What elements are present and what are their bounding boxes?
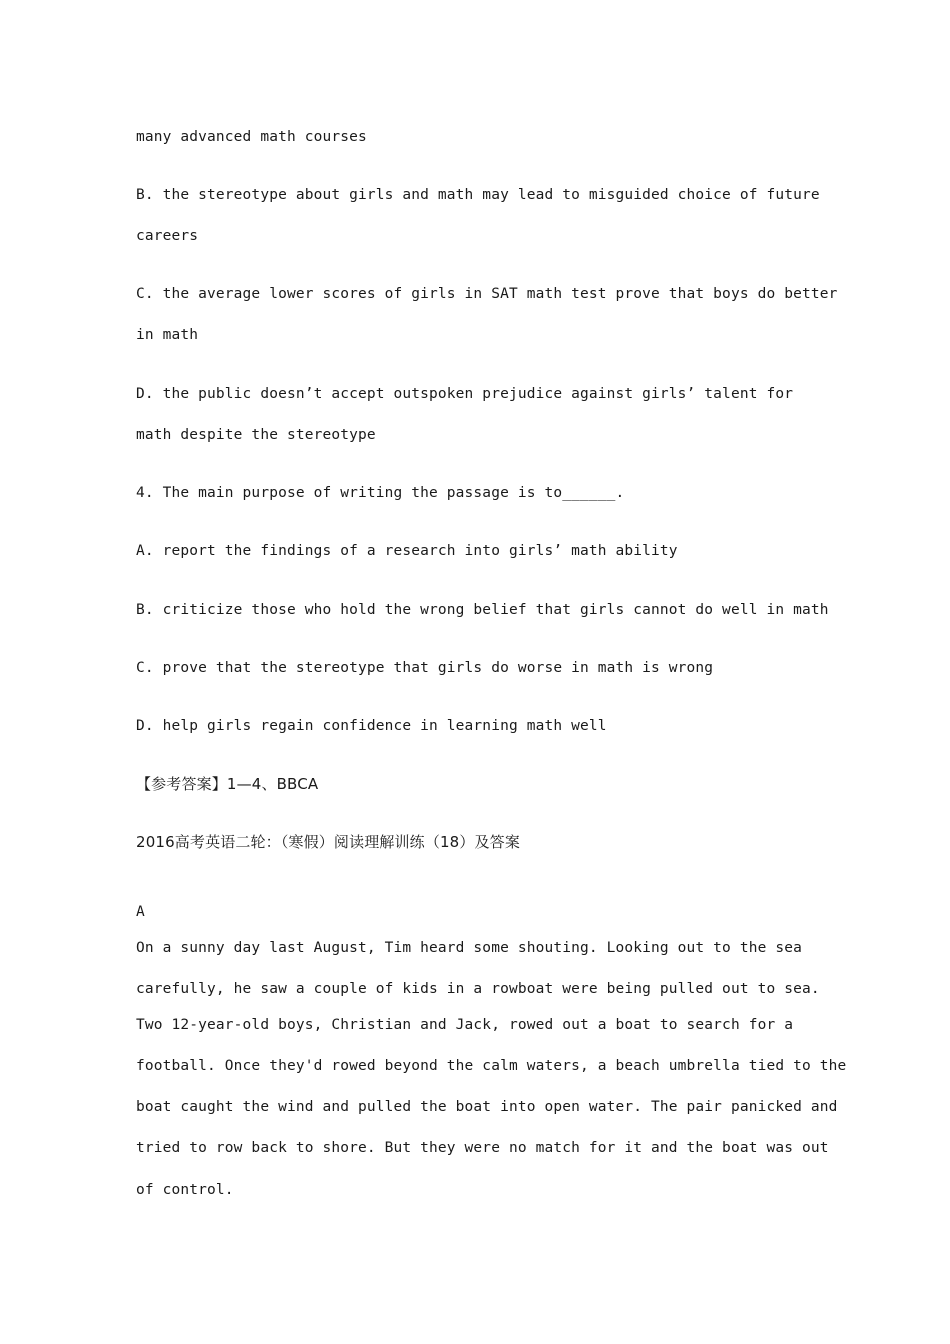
q3-option-c-line-2: in math (136, 327, 199, 343)
q3-option-d-line-2: math despite the stereotype (136, 427, 376, 443)
q4-option-b: B. criticize those who hold the wrong belief that girls cannot do well in math (136, 602, 829, 618)
passage-line: carefully, he saw a couple of kids in a rowboat were being pulled out to sea. (136, 981, 820, 997)
passage-line: Two 12-year-old boys, Christian and Jack, rowed out a boat to search for a (136, 1017, 794, 1033)
passage-line: boat caught the wind and pulled the boat into open water. The pair panicked and (136, 1099, 838, 1115)
q3-option-b-line-1: B. the stereotype about girls and math may lead to misguided choice of future (136, 187, 820, 203)
passage-label: A (136, 904, 145, 920)
q3-option-d-line-1: D. the public doesn’t accept outspoken prejudice against girls’ talent for (136, 386, 794, 402)
q4-stem: 4. The main purpose of writing the passage is to______. (136, 485, 625, 501)
q4-option-a: A. report the findings of a research into girls’ math ability (136, 543, 678, 559)
q4-option-c: C. prove that the stereotype that girls do worse in math is wrong (136, 660, 714, 676)
answer-key: 【参考答案】1—4、BBCA (136, 775, 319, 793)
section-title: 2016高考英语二轮：（寒假）阅读理解训练（18）及答案 (136, 833, 520, 851)
passage-line: tried to row back to shore. But they were no match for it and the boat was out (136, 1140, 829, 1156)
q3-option-b-line-2: careers (136, 228, 199, 244)
q3-option-c-line-1: C. the average lower scores of girls in SAT math test prove that boys do better (136, 286, 838, 302)
passage-line: football. Once they'd rowed beyond the calm waters, a beach umbrella tied to the (136, 1058, 847, 1074)
q3-option-a-continuation: many advanced math courses (136, 129, 367, 145)
passage-line: of control. (136, 1182, 234, 1198)
passage-line: On a sunny day last August, Tim heard some shouting. Looking out to the sea (136, 940, 802, 956)
q4-option-d: D. help girls regain confidence in learning math well (136, 718, 607, 734)
